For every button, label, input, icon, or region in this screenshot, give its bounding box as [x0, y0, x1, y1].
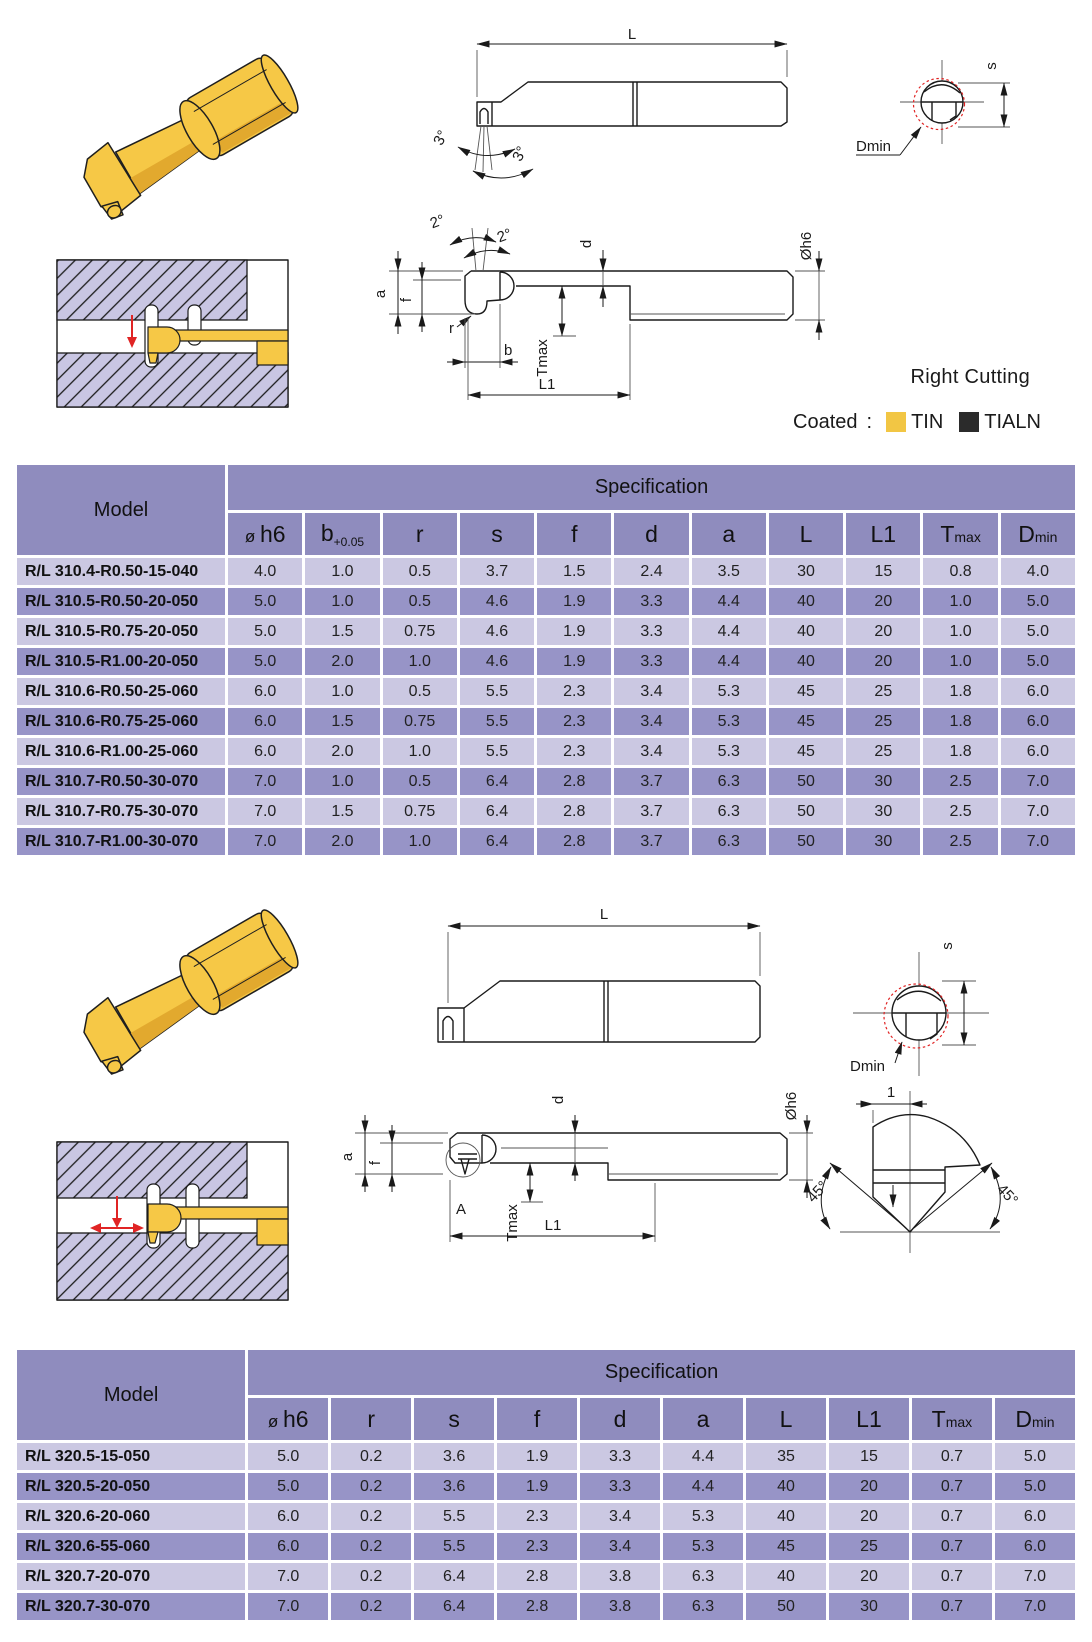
column-header: Dmin	[995, 1398, 1075, 1440]
spec-cell: 7.0	[1001, 798, 1075, 825]
spec-cell: 40	[769, 588, 843, 615]
spec-cell: 6.0	[1001, 708, 1075, 735]
column-header: Tmax	[912, 1398, 992, 1440]
tool-3d-render-1	[40, 25, 320, 230]
spec-cell: 1.0	[383, 648, 457, 675]
dim-label-dmin: Dmin	[856, 138, 892, 155]
side-view-drawing-1	[325, 188, 835, 413]
table-row	[17, 1533, 1075, 1560]
spec-cell: 2.0	[305, 828, 379, 855]
column-header: r	[383, 513, 457, 555]
tool-cross-section	[892, 986, 946, 1040]
spec-cell: 50	[769, 798, 843, 825]
model-cell: R/L 310.7-R0.75-30-070	[17, 798, 225, 825]
dim-label-tmax: Tmax	[504, 1204, 521, 1242]
model-cell: R/L 310.7-R0.50-30-070	[17, 768, 225, 795]
spec-cell: 2.4	[614, 558, 688, 585]
model-cell: R/L 320.5-20-050	[17, 1473, 245, 1500]
spec-cell: 7.0	[248, 1593, 328, 1620]
spec-cell: 0.5	[383, 588, 457, 615]
spec-cell: 4.6	[460, 648, 534, 675]
angle-45-right	[914, 1163, 1000, 1229]
coating-legend	[793, 409, 1041, 435]
column-header: a	[663, 1398, 743, 1440]
spec-cell: 5.3	[692, 708, 766, 735]
detail-a-callout-circle	[446, 1143, 480, 1177]
dim-label-L: L	[627, 26, 637, 43]
spec-cell: 3.3	[614, 588, 688, 615]
tool-3d-render-2	[40, 880, 320, 1085]
table-row	[17, 768, 1075, 795]
spec-cell: 0.5	[383, 678, 457, 705]
spec-cell: 1.0	[923, 588, 997, 615]
spec-cell: 0.2	[331, 1443, 411, 1470]
spec-cell: 0.5	[383, 768, 457, 795]
spec-cell: 5.5	[460, 738, 534, 765]
spec-cell: 5.5	[414, 1503, 494, 1530]
model-cell: R/L 310.7-R1.00-30-070	[17, 828, 225, 855]
tin-swatch	[886, 412, 906, 432]
dim-label-dmin: Dmin	[850, 1058, 886, 1075]
column-header: L1	[829, 1398, 909, 1440]
spec-cell: 5.0	[248, 1473, 328, 1500]
spec-cell: 1.8	[923, 738, 997, 765]
spec-cell: 6.3	[692, 798, 766, 825]
spec-cell: 15	[846, 558, 920, 585]
spec-cell: 2.3	[497, 1533, 577, 1560]
column-header: ø h6	[228, 513, 302, 555]
spec-cell: 20	[846, 648, 920, 675]
table-row	[17, 648, 1075, 675]
spec-cell: 40	[769, 648, 843, 675]
dim-label-45deg: 45°	[803, 1177, 832, 1207]
spec-cell: 3.7	[614, 798, 688, 825]
dim-label-s: s	[939, 942, 956, 950]
column-header: L	[746, 1398, 826, 1440]
table-row	[17, 1593, 1075, 1620]
table-row	[17, 738, 1075, 765]
model-header: Model	[17, 1350, 245, 1440]
model-cell: R/L 320.6-55-060	[17, 1533, 245, 1560]
spec-cell: 5.3	[692, 738, 766, 765]
spec-cell: 4.4	[692, 648, 766, 675]
table-row	[17, 1473, 1075, 1500]
spec-cell: 3.4	[580, 1503, 660, 1530]
spec-cell: 45	[769, 708, 843, 735]
spec-cell: 6.4	[460, 768, 534, 795]
cross-section-diagram-1	[55, 255, 290, 410]
spec-cell: 40	[769, 618, 843, 645]
spec-cell: 3.3	[580, 1473, 660, 1500]
column-header: L1	[846, 513, 920, 555]
spec-cell: 40	[746, 1563, 826, 1590]
spec-cell: 45	[769, 738, 843, 765]
table-row	[17, 588, 1075, 615]
table-row	[17, 1503, 1075, 1530]
spec-cell: 6.0	[228, 708, 302, 735]
spec-cell: 0.7	[912, 1503, 992, 1530]
spec-cell: 0.2	[331, 1593, 411, 1620]
spec-cell: 7.0	[1001, 828, 1075, 855]
spec-cell: 20	[846, 588, 920, 615]
spec-cell: 6.3	[663, 1593, 743, 1620]
dim-label-r: r	[449, 320, 454, 337]
r-leader	[457, 316, 471, 327]
spec-cell: 1.0	[923, 618, 997, 645]
end-view-drawing-1	[810, 30, 1085, 175]
spec-cell: 30	[846, 768, 920, 795]
spec-cell: 3.4	[580, 1533, 660, 1560]
dim-label-dia-h6: Øh6	[798, 231, 815, 261]
spec-cell: 4.4	[663, 1473, 743, 1500]
column-header: s	[414, 1398, 494, 1440]
column-header: f	[497, 1398, 577, 1440]
spec-cell: 5.0	[1001, 648, 1075, 675]
spec-cell: 7.0	[1001, 768, 1075, 795]
top-view-drawing-1	[370, 25, 810, 190]
shank-dia-dimension	[795, 251, 825, 340]
column-header: r	[331, 1398, 411, 1440]
tmax-dimension	[521, 1163, 543, 1202]
spec-cell: 3.7	[614, 768, 688, 795]
column-header: Tmax	[923, 513, 997, 555]
table-row	[17, 558, 1075, 585]
spec-cell: 0.7	[912, 1473, 992, 1500]
spec-cell: 30	[769, 558, 843, 585]
model-cell: R/L 320.5-15-050	[17, 1443, 245, 1470]
spec-header: Specification	[248, 1350, 1075, 1395]
spec-cell: 45	[746, 1533, 826, 1560]
dim-label-tmax: Tmax	[534, 339, 551, 377]
spec-cell: 50	[769, 768, 843, 795]
spec-cell: 3.6	[414, 1473, 494, 1500]
spec-cell: 1.5	[305, 708, 379, 735]
spec-cell: 30	[846, 798, 920, 825]
spec-cell: 5.0	[228, 588, 302, 615]
spec-cell: 7.0	[995, 1593, 1075, 1620]
spec-cell: 0.7	[912, 1443, 992, 1470]
spec-cell: 3.3	[614, 618, 688, 645]
model-header: Model	[17, 465, 225, 555]
spec-cell: 0.75	[383, 798, 457, 825]
dim-label-dia-h6: Øh6	[783, 1091, 800, 1121]
spec-cell: 0.7	[912, 1593, 992, 1620]
spec-cell: 3.6	[414, 1443, 494, 1470]
dim-label-s: s	[983, 62, 1000, 70]
spec-cell: 2.3	[537, 678, 611, 705]
spec-cell: 5.3	[692, 678, 766, 705]
table-row	[17, 708, 1075, 735]
spec-table-320-container	[14, 1347, 1078, 1623]
spec-cell: 1.0	[305, 678, 379, 705]
spec-cell: 6.4	[460, 828, 534, 855]
column-header: d	[614, 513, 688, 555]
spec-cell: 4.0	[1001, 558, 1075, 585]
spec-cell: 20	[846, 618, 920, 645]
spec-cell: 1.5	[537, 558, 611, 585]
spec-cell: 25	[846, 738, 920, 765]
one-dimension	[856, 1104, 927, 1123]
model-cell: R/L 310.5-R0.50-20-050	[17, 588, 225, 615]
spec-cell: 2.8	[497, 1593, 577, 1620]
spec-cell: 7.0	[228, 768, 302, 795]
dim-label-f: f	[398, 297, 415, 303]
spec-cell: 45	[769, 678, 843, 705]
spec-cell: 1.0	[305, 768, 379, 795]
spec-cell: 6.0	[248, 1533, 328, 1560]
spec-cell: 1.9	[537, 618, 611, 645]
column-header: Dmin	[1001, 513, 1075, 555]
table-row	[17, 618, 1075, 645]
spec-cell: 2.3	[537, 738, 611, 765]
column-header: s	[460, 513, 534, 555]
spec-cell: 1.0	[305, 558, 379, 585]
dimension-lines	[477, 44, 787, 97]
right-cutting-label: Right Cutting	[910, 366, 1030, 388]
dim-label-L: L	[599, 906, 609, 923]
spec-cell: 1.0	[383, 738, 457, 765]
coated-colon: :	[866, 410, 873, 433]
model-cell: R/L 310.5-R1.00-20-050	[17, 648, 225, 675]
model-cell: R/L 310.4-R0.50-15-040	[17, 558, 225, 585]
spec-cell: 5.0	[248, 1443, 328, 1470]
spec-cell: 5.0	[1001, 618, 1075, 645]
dim-label-L1: L1	[544, 1217, 562, 1234]
spec-cell: 4.6	[460, 588, 534, 615]
dim-label-3deg: 3°	[509, 143, 531, 165]
spec-cell: 20	[829, 1473, 909, 1500]
spec-cell: 20	[829, 1563, 909, 1590]
table-row	[17, 678, 1075, 705]
column-header: f	[537, 513, 611, 555]
spec-cell: 0.75	[383, 708, 457, 735]
spec-cell: 6.3	[692, 768, 766, 795]
spec-cell: 2.3	[537, 708, 611, 735]
tool-cross-section	[921, 81, 963, 123]
tmax-dimension	[553, 286, 576, 336]
spec-cell: 3.7	[460, 558, 534, 585]
model-cell: R/L 320.7-30-070	[17, 1593, 245, 1620]
spec-cell: 5.0	[995, 1473, 1075, 1500]
model-cell: R/L 320.6-20-060	[17, 1503, 245, 1530]
spec-cell: 1.9	[537, 648, 611, 675]
dim-label-2deg: 2°	[494, 225, 515, 247]
spec-cell: 5.3	[663, 1533, 743, 1560]
spec-cell: 4.4	[692, 618, 766, 645]
tialn-label: TIALN	[984, 410, 1041, 433]
spec-cell: 5.0	[995, 1443, 1075, 1470]
spec-cell: 6.4	[414, 1593, 494, 1620]
tool-outline	[465, 271, 793, 320]
column-header: a	[692, 513, 766, 555]
spec-cell: 5.5	[460, 678, 534, 705]
dim-label-a: a	[372, 289, 389, 299]
spec-cell: 6.0	[228, 678, 302, 705]
spec-cell: 30	[846, 828, 920, 855]
top-view-drawing-2	[390, 855, 880, 1050]
spec-cell: 3.5	[692, 558, 766, 585]
table-row	[17, 1443, 1075, 1470]
svg-defs	[0, 0, 2, 2]
spec-cell: 5.5	[460, 708, 534, 735]
spec-cell: 1.9	[537, 588, 611, 615]
spec-cell: 6.0	[1001, 678, 1075, 705]
column-header: d	[580, 1398, 660, 1440]
spec-cell: 4.4	[663, 1443, 743, 1470]
spec-cell: 6.3	[663, 1563, 743, 1590]
table-row	[17, 798, 1075, 825]
dim-label-A: A	[456, 1201, 467, 1218]
spec-cell: 3.3	[580, 1443, 660, 1470]
model-cell: R/L 310.6-R0.50-25-060	[17, 678, 225, 705]
spec-cell: 0.8	[923, 558, 997, 585]
spec-cell: 0.2	[331, 1563, 411, 1590]
spec-cell: 7.0	[228, 828, 302, 855]
spec-cell: 4.0	[228, 558, 302, 585]
spec-cell: 6.0	[248, 1503, 328, 1530]
spec-cell: 2.3	[497, 1503, 577, 1530]
dim-label-1: 1	[886, 1084, 896, 1101]
spec-cell: 2.8	[497, 1563, 577, 1590]
spec-cell: 3.3	[614, 648, 688, 675]
coated-label: Coated	[793, 410, 858, 433]
tin-label: TIN	[911, 410, 944, 433]
dim-label-L1: L1	[538, 376, 556, 393]
column-header: ø h6	[248, 1398, 328, 1440]
side-view-drawing-2	[325, 1030, 815, 1250]
tool-outline	[477, 82, 787, 126]
spec-cell: 3.4	[614, 678, 688, 705]
model-cell: R/L 320.7-20-070	[17, 1563, 245, 1590]
spec-cell: 4.6	[460, 618, 534, 645]
spec-cell: 4.4	[692, 588, 766, 615]
model-cell: R/L 310.6-R1.00-25-060	[17, 738, 225, 765]
s-dimension	[958, 83, 1010, 127]
spec-cell: 35	[746, 1443, 826, 1470]
workpiece-lower-hatch	[57, 353, 288, 407]
spec-cell: 7.0	[228, 798, 302, 825]
spec-cell: 2.5	[923, 828, 997, 855]
spec-cell: 1.5	[305, 618, 379, 645]
column-header: L	[769, 513, 843, 555]
spec-cell: 5.0	[228, 648, 302, 675]
spec-cell: 1.9	[497, 1473, 577, 1500]
spec-cell: 2.0	[305, 738, 379, 765]
spec-cell: 40	[746, 1503, 826, 1530]
dim-label-a: a	[339, 1152, 356, 1162]
spec-table-310-container	[14, 462, 1078, 858]
dim-label-d: d	[578, 239, 595, 249]
spec-cell: 2.5	[923, 798, 997, 825]
spec-cell: 1.9	[497, 1443, 577, 1470]
a-dimension	[355, 1115, 448, 1192]
spec-cell: 5.3	[663, 1503, 743, 1530]
spec-cell: 6.4	[414, 1563, 494, 1590]
spec-cell: 7.0	[248, 1563, 328, 1590]
dim-label-2deg: 2°	[427, 211, 448, 233]
spec-cell: 30	[829, 1593, 909, 1620]
workpiece-lower-hatch	[57, 1233, 288, 1300]
dim-label-f: f	[367, 1160, 384, 1166]
spec-cell: 15	[829, 1443, 909, 1470]
spec-cell: 25	[846, 678, 920, 705]
a-dimension	[389, 251, 475, 334]
insert-profile	[873, 1115, 980, 1232]
cross-section-diagram-2	[55, 1140, 290, 1302]
spec-cell: 2.0	[305, 648, 379, 675]
spec-cell: 3.4	[614, 708, 688, 735]
dim-label-b: b	[504, 342, 513, 359]
spec-cell: 5.0	[228, 618, 302, 645]
spec-cell: 20	[829, 1503, 909, 1530]
spec-cell: 6.3	[692, 828, 766, 855]
spec-cell: 0.5	[383, 558, 457, 585]
spec-cell: 3.8	[580, 1563, 660, 1590]
spec-cell: 40	[746, 1473, 826, 1500]
model-cell: R/L 310.6-R0.75-25-060	[17, 708, 225, 735]
column-header: $b_{+0.05}$	[305, 513, 379, 555]
spec-cell: 1.8	[923, 708, 997, 735]
spec-cell: 6.4	[460, 798, 534, 825]
detail-view-a	[800, 1035, 1092, 1267]
spec-cell: 6.0	[995, 1503, 1075, 1530]
spec-cell: 5.0	[1001, 588, 1075, 615]
tialn-swatch	[959, 412, 979, 432]
dim-label-3deg: 3°	[430, 127, 452, 149]
spec-cell: 6.0	[995, 1533, 1075, 1560]
spec-cell: 3.7	[614, 828, 688, 855]
spec-table-320	[14, 1347, 1078, 1623]
spec-cell: 0.2	[331, 1473, 411, 1500]
spec-cell: 0.7	[912, 1563, 992, 1590]
spec-cell: 2.8	[537, 828, 611, 855]
spec-cell: 0.2	[331, 1533, 411, 1560]
spec-cell: 1.0	[305, 588, 379, 615]
spec-cell: 2.5	[923, 768, 997, 795]
spec-cell: 3.8	[580, 1593, 660, 1620]
spec-cell: 2.8	[537, 798, 611, 825]
model-cell: R/L 310.5-R0.75-20-050	[17, 618, 225, 645]
spec-cell: 0.75	[383, 618, 457, 645]
spec-table-310	[14, 462, 1078, 858]
spec-cell: 0.7	[912, 1533, 992, 1560]
spec-cell: 25	[846, 708, 920, 735]
spec-cell: 1.8	[923, 678, 997, 705]
spec-cell: 6.0	[1001, 738, 1075, 765]
dim-label-d: d	[550, 1095, 567, 1105]
spec-cell: 50	[746, 1593, 826, 1620]
table-row	[17, 1563, 1075, 1590]
f-dimension	[380, 1125, 443, 1192]
spec-cell: 1.0	[383, 828, 457, 855]
spec-cell: 7.0	[995, 1563, 1075, 1590]
table-row	[17, 828, 1075, 855]
tool-outline	[450, 1133, 787, 1180]
spec-cell: 0.2	[331, 1503, 411, 1530]
spec-cell: 5.5	[414, 1533, 494, 1560]
spec-cell: 1.5	[305, 798, 379, 825]
spec-cell: 25	[829, 1533, 909, 1560]
spec-cell: 3.4	[614, 738, 688, 765]
spec-cell: 50	[769, 828, 843, 855]
spec-cell: 1.0	[923, 648, 997, 675]
dim-label-45deg: 45°	[993, 1180, 1022, 1210]
spec-cell: 6.0	[228, 738, 302, 765]
spec-header: Specification	[228, 465, 1075, 510]
spec-cell: 2.8	[537, 768, 611, 795]
